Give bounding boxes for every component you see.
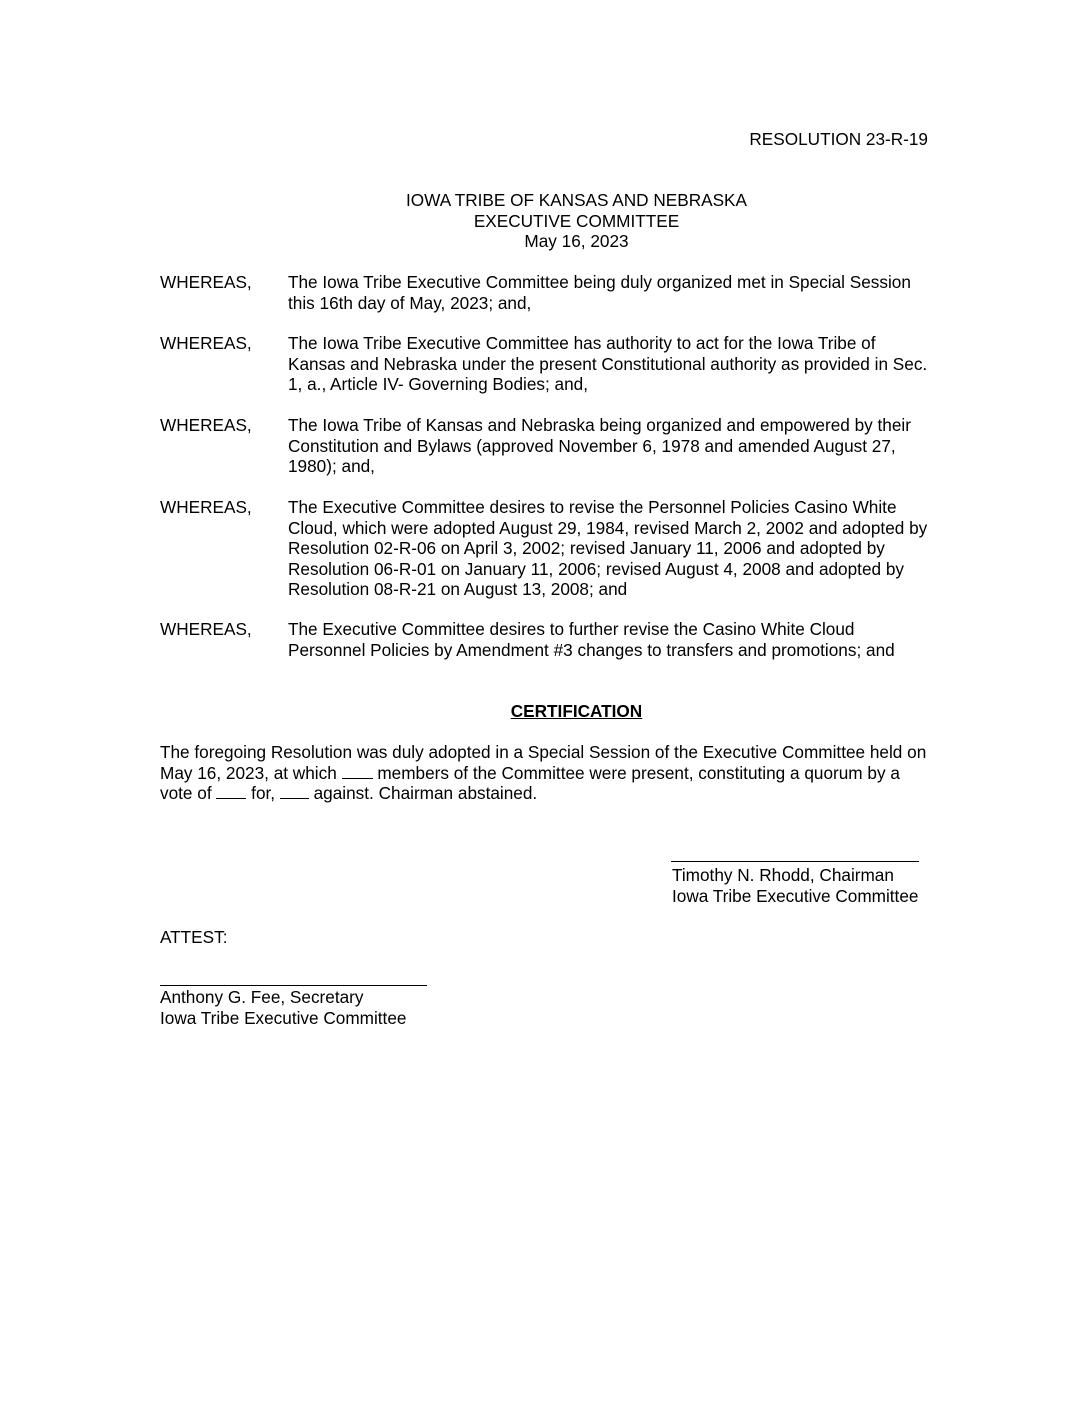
certification-part-1: The foregoing Resolution was duly adopted in a Special Session of the Executive Committee held on May 16, 2023, at which <box>160 742 927 783</box>
votes-for-blank <box>216 784 246 799</box>
clause-text: The Iowa Tribe Executive Committee has authority to act for the Iowa Tribe of Kansas and Nebraska under the present Constitutional authority as provided in Sec. 1, a., Article IV- Governing Bodies; and, <box>288 333 928 394</box>
clause-text: The Executive Committee desires to revise the Personnel Policies Casino White Cloud, which were adopted August 29, 1984, revised March 2, 2002 and adopted by Resolution 02-R-06 on April 3, 2002; revised January 11, 2006 and adopted by Resolution 06-R-01 on January 11, 2006; revised August 4, 2008 and adopted by Resolution 08-R-21 on August 13, 2008; and <box>288 497 928 599</box>
meeting-date: May 16, 2023 <box>524 231 629 251</box>
chairman-signature-block <box>672 865 918 906</box>
clause-text: The Iowa Tribe of Kansas and Nebraska being organized and empowered by their Constitution and Bylaws (approved November 6, 1978 and amended August 27, 1980); and, <box>288 415 911 476</box>
certification-text <box>160 742 932 804</box>
committee-name: EXECUTIVE COMMITTEE <box>473 210 680 231</box>
certification-title: CERTIFICATION <box>510 701 643 721</box>
clause-label: WHEREAS, <box>160 333 252 353</box>
certification-part-3: for, <box>251 783 276 803</box>
clause-text: The Iowa Tribe Executive Committee being duly organized met in Special Session this 16th day of May, 2023; and, <box>288 272 911 313</box>
clause-text: The Executive Committee desires to further revise the Casino White Cloud Personnel Policies by Amendment #3 changes to transfers and promotions; and <box>288 619 895 660</box>
secretary-signature-line <box>160 985 427 986</box>
certification-part-2: members of the Committee were present, constituting a quorum by a vote of <box>160 762 900 803</box>
organization-name: IOWA TRIBE OF KANSAS AND NEBRASKA <box>406 190 747 210</box>
members-present-blank <box>342 764 373 779</box>
attest-label: ATTEST: <box>160 927 228 947</box>
clause-label: WHEREAS, <box>160 272 252 292</box>
secretary-signature-block <box>160 987 406 1028</box>
chairman-organization: Iowa Tribe Executive Committee <box>672 885 919 906</box>
clause-label: WHEREAS, <box>160 619 252 639</box>
clause-label: WHEREAS, <box>160 415 252 435</box>
secretary-name: Anthony G. Fee, Secretary <box>160 987 364 1007</box>
resolution-number: RESOLUTION 23-R-19 <box>749 129 928 149</box>
document-header <box>0 190 1088 252</box>
chairman-signature-line <box>671 861 919 862</box>
certification-part-4: against. Chairman abstained. <box>313 783 538 803</box>
clause-label: WHEREAS, <box>160 497 252 517</box>
votes-against-blank <box>280 784 309 799</box>
secretary-organization: Iowa Tribe Executive Committee <box>160 1007 407 1028</box>
chairman-name: Timothy N. Rhodd, Chairman <box>672 865 894 885</box>
